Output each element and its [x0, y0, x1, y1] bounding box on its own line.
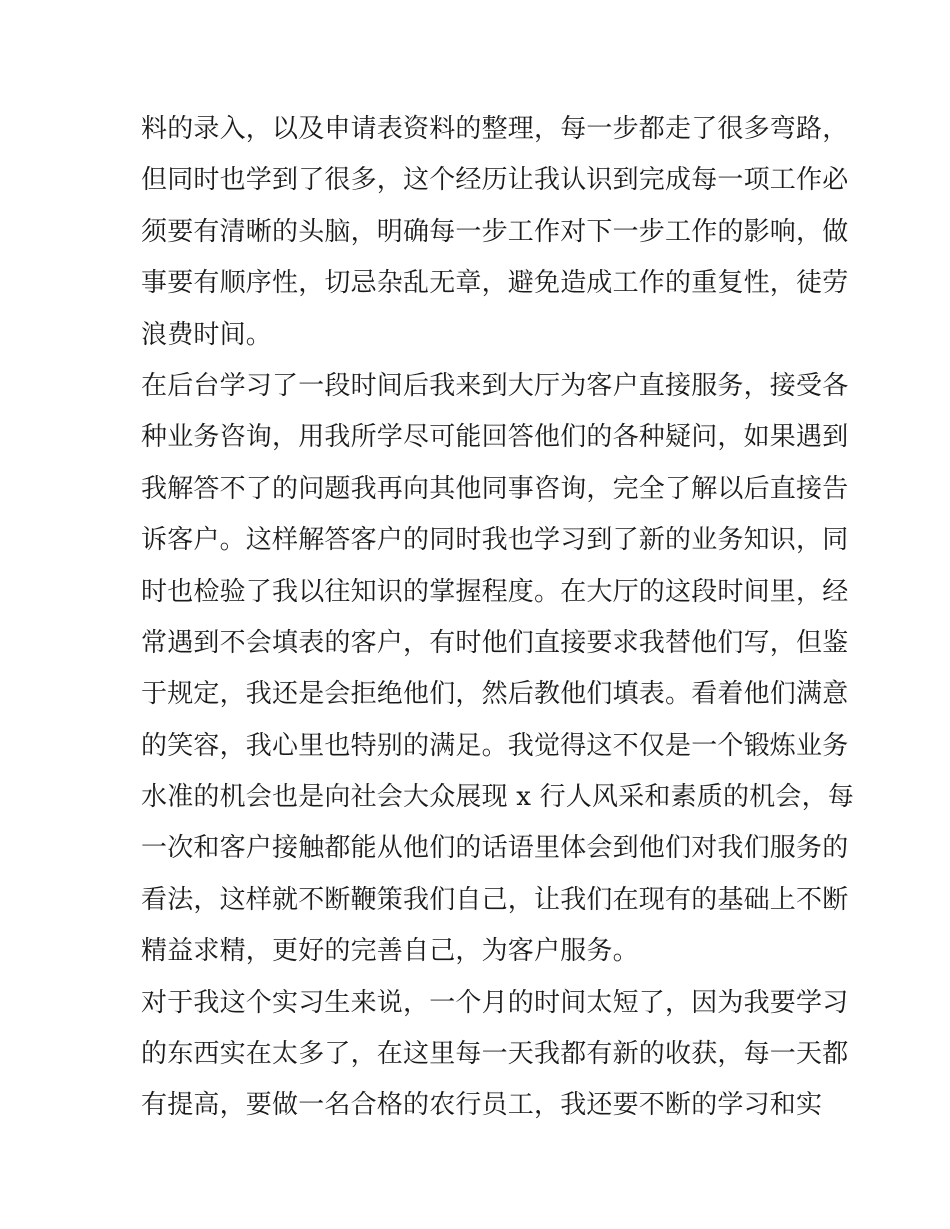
text-line: 浪费时间。 [141, 319, 273, 350]
paragraph-2 [141, 361, 854, 978]
text-line: 时也检验了我以往知识的掌握程度。在大厅的这段时间里，经 [141, 576, 849, 607]
text-line: 常遇到不会填表的客户，有时他们直接要求我替他们写，但鉴 [141, 627, 849, 658]
paragraph-3 [141, 978, 849, 1132]
text-line: 水准的机会也是向社会大众展现 x 行人风采和素质的机会，每 [141, 782, 854, 813]
paragraph-1 [141, 104, 849, 361]
text-line: 但同时也学到了很多，这个经历让我认识到完成每一项工作必 [141, 165, 849, 196]
text-line: 精益求精，更好的完善自己，为客户服务。 [141, 936, 639, 967]
text-line: 有提高，要做一名合格的农行员工，我还要不断的学习和实 [141, 1090, 823, 1121]
text-line: 的东西实在太多了，在这里每一天我都有新的收获，每一天都 [141, 1039, 849, 1070]
text-line: 在后台学习了一段时间后我来到大厅为客户直接服务，接受各 [141, 370, 849, 401]
document-body [141, 104, 854, 1132]
text-line: 的笑容，我心里也特别的满足。我觉得这不仅是一个锻炼业务 [141, 730, 849, 761]
text-line: 我解答不了的问题我再向其他同事咨询，完全了解以后直接告 [141, 473, 849, 504]
text-line: 对于我这个实习生来说，一个月的时间太短了，因为我要学习 [141, 987, 849, 1018]
text-line: 事要有顺序性，切忌杂乱无章，避免造成工作的重复性，徒劳 [141, 268, 849, 299]
text-line: 料的录入，以及申请表资料的整理，每一步都走了很多弯路， [141, 114, 849, 144]
text-line: 一次和客户接触都能从他们的话语里体会到他们对我们服务的 [141, 833, 849, 864]
text-line: 于规定，我还是会拒绝他们，然后教他们填表。看着他们满意 [141, 679, 849, 710]
text-line: 种业务咨询，用我所学尽可能回答他们的各种疑问，如果遇到 [141, 422, 849, 453]
text-line: 看法，这样就不断鞭策我们自己，让我们在现有的基础上不断 [141, 884, 849, 915]
text-line: 诉客户。这样解答客户的同时我也学习到了新的业务知识，同 [141, 525, 849, 556]
text-line: 须要有清晰的头脑，明确每一步工作对下一步工作的影响，做 [141, 216, 849, 247]
